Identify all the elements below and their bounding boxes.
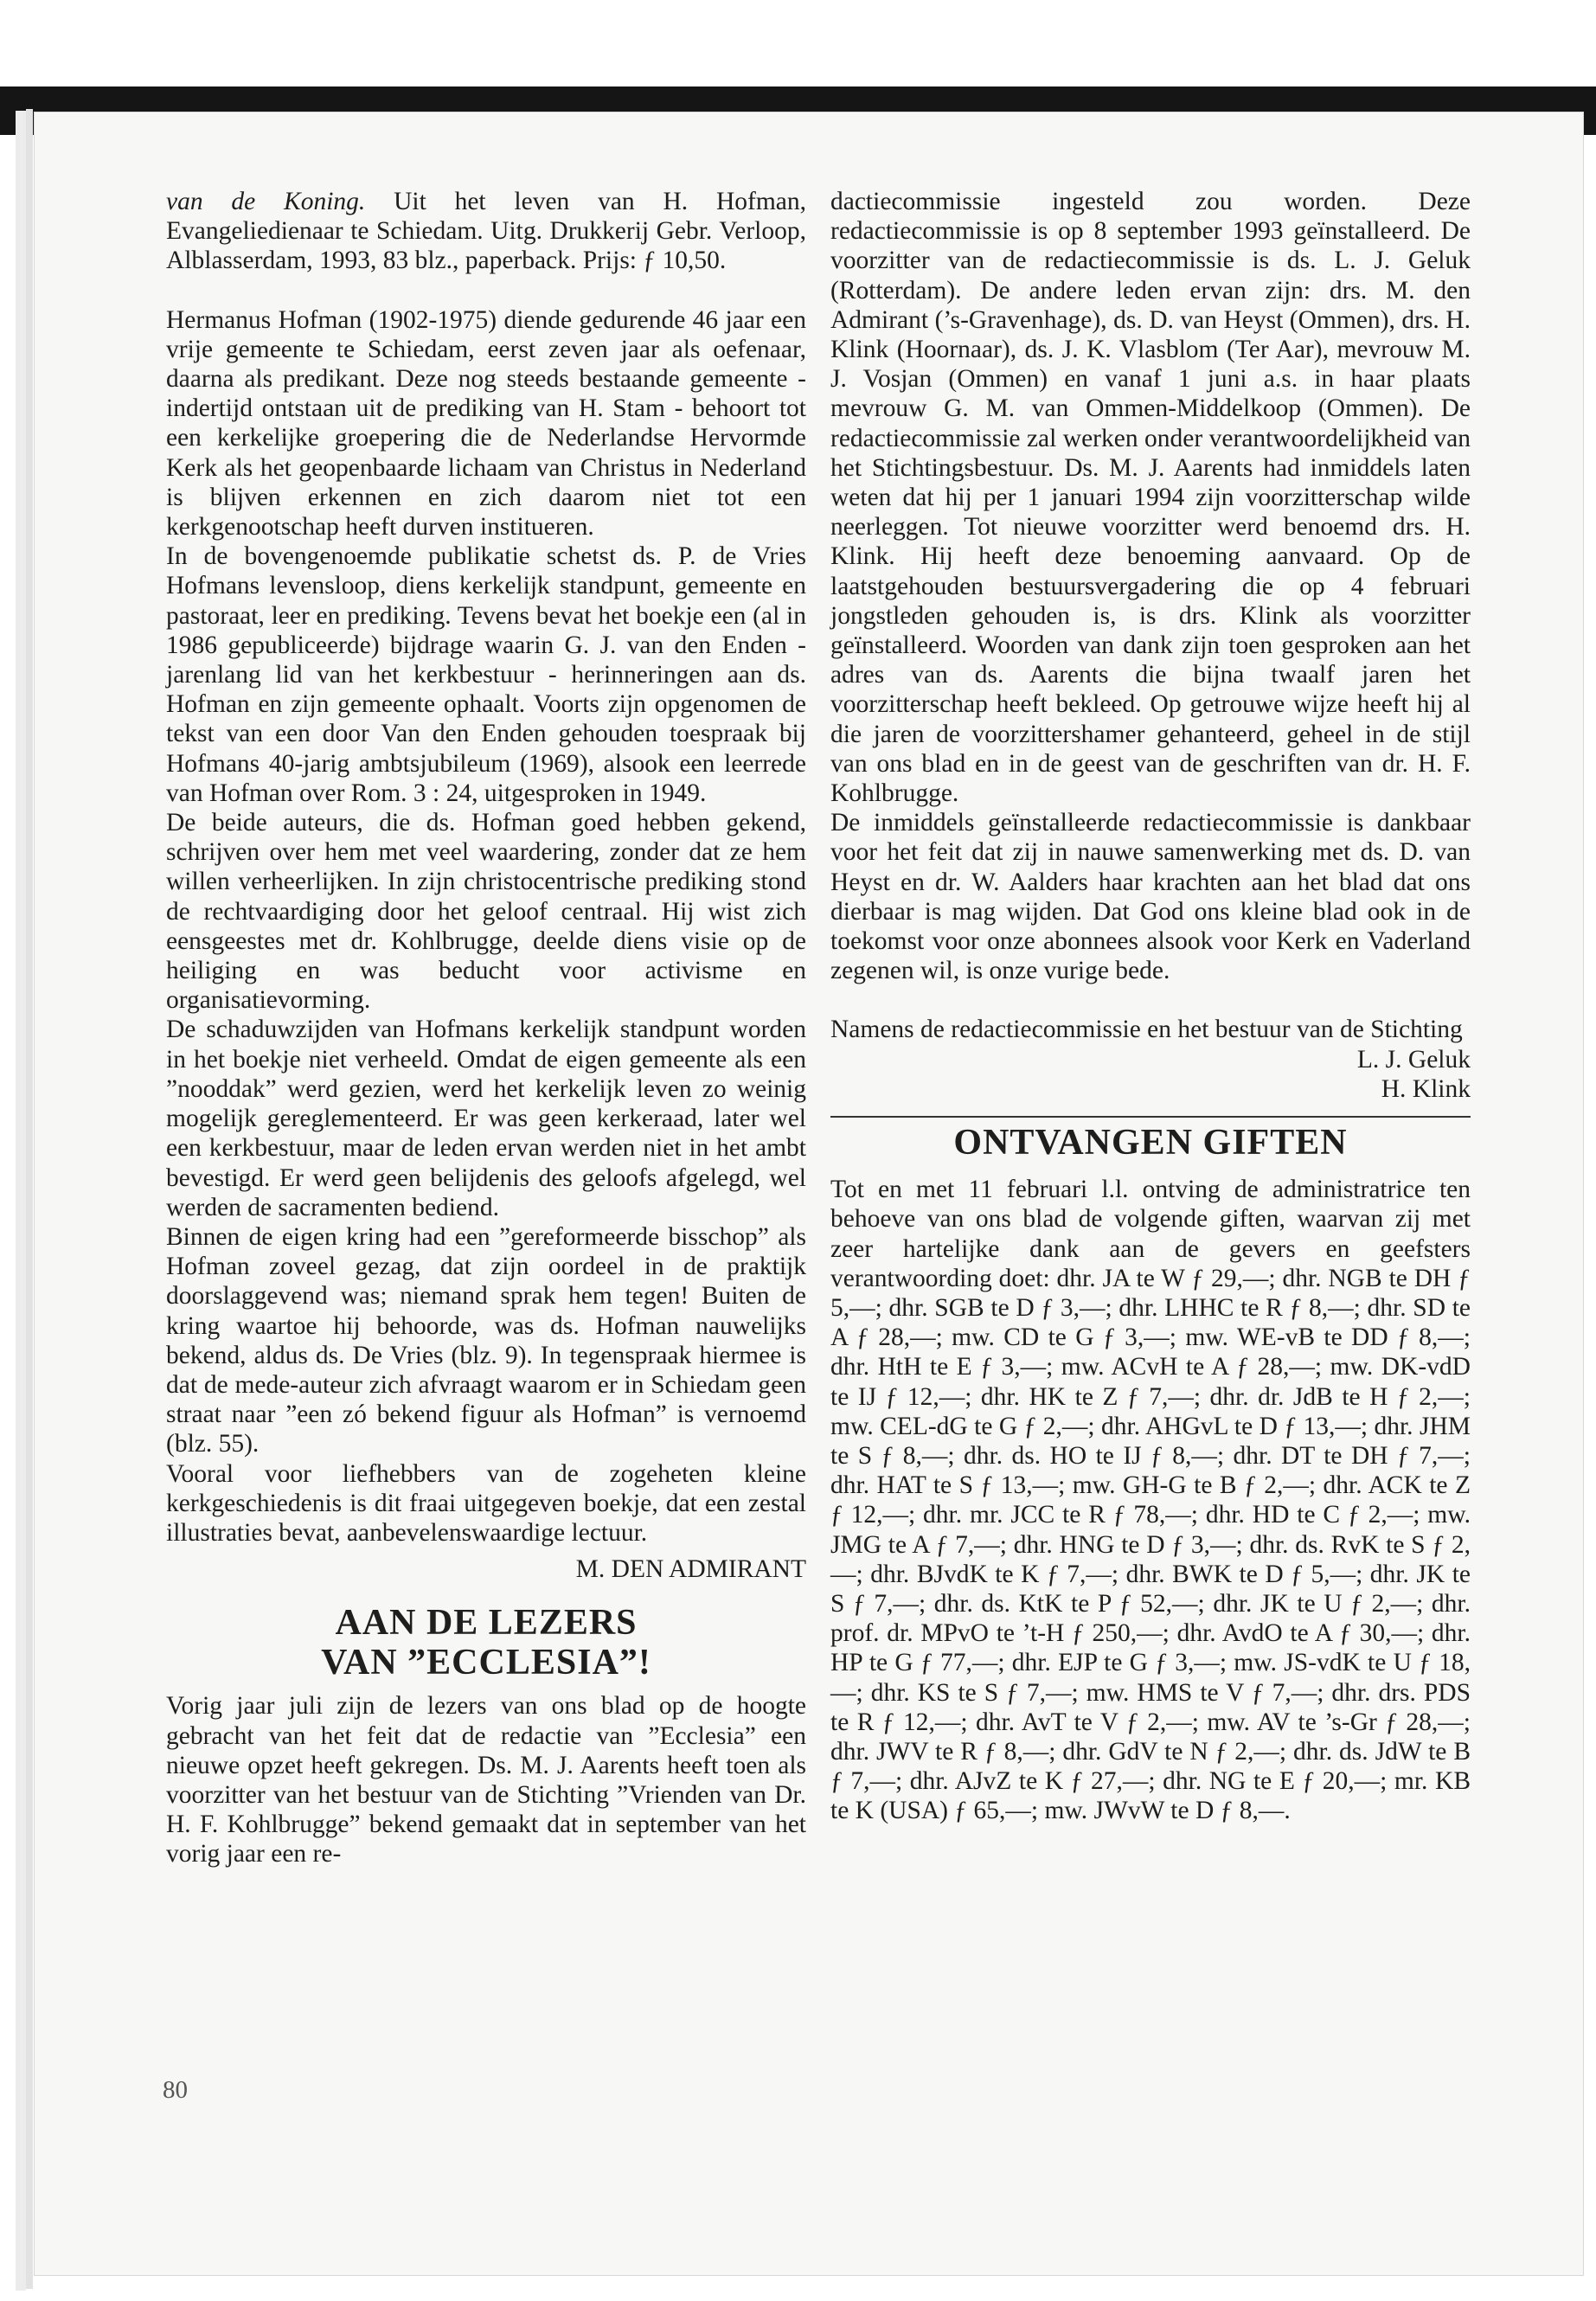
spacer — [830, 985, 1471, 1015]
lezers-paragraph: Vorig jaar juli zijn de lezers van ons blad op de hoogte gebracht van het feit dat de redactie van ”Ecclesia” een nieuwe opzet heeft gekregen. Ds. M. J. Aarents heeft toen als voorzitter van het bestuur van de Stichting ”Vrienden van Dr. H. F. Kohlbrugge” bekend gemaakt dat in september van het vorig jaar een re- — [166, 1692, 806, 1868]
signature-geluk: L. J. Geluk — [1356, 1045, 1471, 1074]
divider-rule — [830, 1116, 1471, 1118]
page-edge — [16, 111, 26, 2291]
spacer — [166, 276, 806, 305]
giften-paragraph: Tot en met 11 februari l.l. ontving de administratrice ten behoeve van ons blad de volgende giften, waarvan zij met zeer hartelijke dank aan de gevers en geefsters verantwoording doet: dhr. JA te W ƒ 29,—; dhr. NGB te DH ƒ 5,—; dhr. SGB te D ƒ 3,—; dhr. LHHC te R ƒ 8,—; dhr. SD te A ƒ 28,—; mw. CD te G ƒ 3,—; mw. WE-vB te DD ƒ 8,—; dhr. HtH te E ƒ 3,—; mw. ACvH te A ƒ 28,—; mw. DK-vdD te IJ ƒ 12,—; dhr. HK te Z ƒ 7,—; dhr. dr. JdB te H ƒ 2,—; mw. CEL-dG te G ƒ 2,—; dhr. AHGvL te D ƒ 13,—; dhr. JHM te S ƒ 8,—; dhr. ds. HO te IJ ƒ 8,—; dhr. DT te DH ƒ 7,—; dhr. HAT te S ƒ 13,—; mw. GH-G te B ƒ 2,—; dhr. ACK te Z ƒ 12,—; dhr. mr. JCC te R ƒ 78,—; dhr. HD te C ƒ 2,—; mw. JMG te A ƒ 7,—; dhr. HNG te D ƒ 3,—; dhr. ds. RvK te S ƒ 2,—; dhr. BJvdK te K ƒ 7,—; dhr. BWK te D ƒ 5,—; dhr. JK te S ƒ 7,—; dhr. ds. KtK te P ƒ 52,—; dhr. JK te U ƒ 2,—; dhr. prof. dr. MPvO te ’t-H ƒ 250,—; dhr. AvdO te A ƒ 30,—; dhr. HP te G ƒ 77,—; dhr. EJP te G ƒ 3,—; mw. JS-vdK te U ƒ 18,—; dhr. KS te S ƒ 7,—; mw. HMS te V ƒ 7,—; dhr. drs. PDS te R ƒ 12,—; dhr. AvT te V ƒ 2,—; mw. AV te ’s-Gr ƒ 28,—; dhr. JWV te R ƒ 8,—; dhr. GdV te N ƒ 2,—; dhr. ds. JdW te B ƒ 7,—; dhr. AJvZ te K ƒ 27,—; dhr. NG te E ƒ 20,—; mr. KB te K (USA) ƒ 65,—; mw. JWvW te D ƒ 8,—. — [830, 1176, 1471, 1825]
review-paragraph: Binnen de eigen kring had een ”gereformeerde bisschop” als Hofman zoveel gezag, dat zijn oordeel in de praktijk doorslaggevend was; niemand sprak hem tegen! Buiten de kring waartoe hij behoorde, was ds. Hofman nauwelijks bekend, aldus ds. De Vries (blz. 9). In tegenspraak hiermee is dat de mede-auteur zich afvraagt waarom er in Schiedam geen straat naar ”een zó bekend figuur als Hofman” is vernoemd (blz. 55). — [166, 1222, 806, 1458]
spacer — [166, 1584, 806, 1603]
redactie-paragraph: De inmiddels geïnstalleerde redactiecommissie is dankbaar voor het feit dat zij in nauwe samenwerking met ds. D. van Heyst en dr. W. Aalders haar krachten aan het blad dat ons dierbaar is mag wijden. Dat God ons kleine blad ook in de toekomst voor onze abonnees alsook voor Kerk en Vaderland zegenen wil, is onze vurige bede. — [830, 809, 1471, 985]
section-heading-lezers-1: AAN DE LEZERS — [335, 1603, 638, 1644]
book-intro — [166, 187, 806, 276]
review-paragraph: De schaduwzijden van Hofmans kerkelijk standpunt worden in het boekje niet verheeld. Omdat de eigen gemeente als een ”nooddak” werd gezien, werd het kerkelijk leven zo weinig mogelijk gereglementeerd. Er was geen kerkeraad, later wel een kerkbestuur, maar de leden ervan werden niet in het ambt bevestigd. Er werd geen belijdenis des geloofs afgelegd, wel werden de sacramenten bediend. — [166, 1016, 806, 1221]
redactie-paragraph: dactiecommissie ingesteld zou worden. Deze redactiecommissie is op 8 september 1993 geïnstalleerd. De voorzitter van de redactiecommissie is ds. L. J. Geluk (Rotterdam). De andere leden ervan zijn: drs. M. den Admirant (’s-Gravenhage), ds. D. van Heyst (Ommen), drs. H. Klink (Hoornaar), ds. J. K. Vlasblom (Ter Aar), mevrouw M. J. Vosjan (Ommen) en vanaf 1 juni a.s. in haar plaats mevrouw G. M. van Ommen-Middelkoop (Ommen). De redactiecommissie zal werken onder verantwoordelijkheid van het Stichtingsbestuur. Ds. M. J. Aarents had inmiddels laten weten dat hij per 1 januari 1994 zijn voorzitterschap wilde neerleggen. Tot nieuwe voorzitter werd benoemd drs. H. Klink. Hij heeft deze benoeming aanvaard. Op de laatstgehouden bestuursvergadering die op 4 februari jongstleden gehouden is, is drs. Klink als voorzitter geïnstalleerd. Woorden van dank zijn toen gesproken aan het adres van ds. Aarents die bijna twaalf jaren het voorzitterschap heeft bekleed. Op getrouwe wijze heeft hij al die jaren de voorzittershamer gehanteerd, geheel in de stijl van ons blad en in de geest van de geschriften van dr. H. F. Kohlbrugge. — [830, 188, 1471, 808]
closing-line: Namens de redactiecommissie en het bestuur van de Stichting — [830, 1016, 1463, 1044]
signature-klink: H. Klink — [1381, 1074, 1471, 1103]
book-details: Uit het leven van H. Hofman, Evangeliedienaar te Schiedam. Uitg. Drukkerij Gebr. Verloop, Alblasserdam, 1993, 83 blz., paperback. Prijs: ƒ 10,50. — [166, 188, 806, 275]
review-paragraph: De beide auteurs, die ds. Hofman goed hebben gekend, schrijven over hem met veel waardering, zonder dat ze hem willen verheerlijken. In zijn christocentrische prediking stond de rechtvaardiging door het geloof centraal. Hij wist zich eensgeestes met dr. Kohlbrugge, deelde diens visie op de heiliging en was beducht voor activisme en organisatievorming. — [166, 809, 806, 1015]
left-column — [166, 187, 806, 1869]
section-heading-giften: ONTVANGEN GIFTEN — [953, 1123, 1348, 1163]
section-heading-lezers-2: VAN ”ECCLESIA”! — [321, 1643, 651, 1683]
book-title: van de Koning. — [166, 188, 366, 215]
page-number: 80 — [163, 2076, 188, 2104]
review-paragraph: In de bovengenoemde publikatie schetst ds. P. de Vries Hofmans levensloop, diens kerkelijk standpunt, gemeente en pastoraat, leer en prediking. Tevens bevat het boekje een (al in 1986 gepubliceerde) bijdrage waarin G. J. van den Enden - jarenlang lid van het kerkbestuur - herinneringen aan ds. Hofman en zijn gemeente ophaalt. Voorts zijn opgenomen de tekst van een door Van den Enden gehouden toespraak bij Hofmans 40-jarig ambtsjubileum (1969), alsook een leerrede van Hofman over Rom. 3 : 24, uitgesproken in 1949. — [166, 542, 806, 807]
right-column — [830, 187, 1471, 1826]
page-edge-inner — [26, 109, 33, 2289]
review-signature: M. DEN ADMIRANT — [575, 1555, 806, 1584]
review-paragraph: Hermanus Hofman (1902-1975) diende gedurende 46 jaar een vrije gemeente te Schiedam, eerst zeven jaar als oefenaar, daarna als predikant. Deze nog steeds bestaande gemeente - indertijd ontstaan uit de prediking van H. Stam - behoort tot een kerkelijke groepering die de Nederlandse Hervormde Kerk als het geopenbaarde lichaam van Christus in Nederland is blijven erkennen en zich daarom niet tot een kerkgenootschap heeft durven institueren. — [166, 305, 806, 542]
review-paragraph: Vooral voor liefhebbers van de zogeheten kleine kerkgeschiedenis is dit fraai uitgegeven boekje, dat een zestal illustraties bevat, aanbevelenswaardige lectuur. — [166, 1459, 806, 1547]
